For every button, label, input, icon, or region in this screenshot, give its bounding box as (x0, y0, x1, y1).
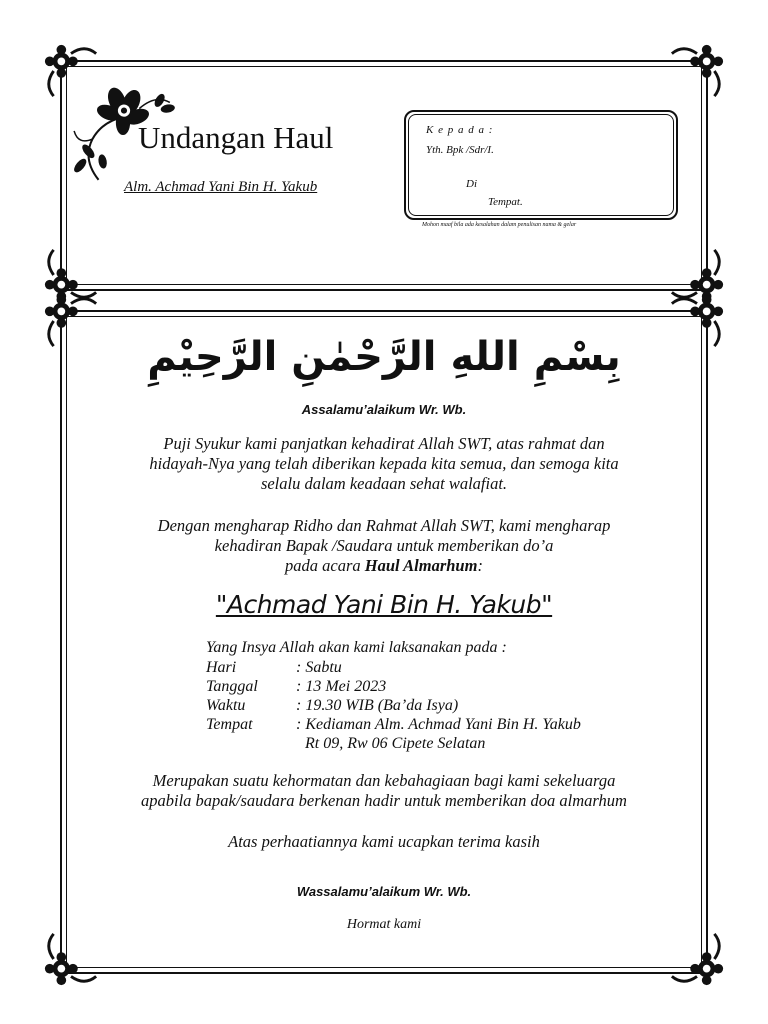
deceased-name-subtitle: Alm. Achmad Yani Bin H. Yakub (124, 179, 318, 195)
paragraph-line: hidayah-Nya yang telah diberikan kepada kita semua, dan semoga kita (149, 454, 619, 473)
event-name: Haul Almarhum (364, 556, 478, 575)
recipient-label: K e p a d a : (426, 124, 494, 136)
paragraph-line: pada acara Haul Almarhum: (285, 556, 483, 575)
recipient-place: Tempat. (488, 196, 523, 208)
corner-ornament-icon (668, 930, 726, 988)
schedule-row: Rt 09, Rw 06 Cipete Selatan (305, 735, 486, 752)
schedule-row: Hari : Sabtu (206, 659, 342, 676)
closing-greeting: Wassalamu’alaikum Wr. Wb. (296, 884, 472, 899)
paragraph-invitation (0, 516, 768, 576)
invitation-title: Undangan Haul (138, 120, 334, 155)
bismillah-calligraphy: بِسْمِ اللهِ الرَّحْمٰنِ الرَّحِيْمِ (147, 334, 621, 380)
schedule-row: Tanggal : 13 Mei 2023 (206, 678, 387, 695)
schedule-table (206, 658, 581, 753)
recipient-address-box (404, 110, 678, 220)
thanks-line: Atas perhaatiannya kami ucapkan terima kasih (228, 832, 540, 851)
corner-ornament-icon (668, 42, 726, 100)
deceased-name-heading: "Achmad Yani Bin H. Yakub" (215, 590, 553, 619)
paragraph-line: selalu dalam keadaan sehat walafiat. (260, 474, 508, 493)
schedule-row: Tempat : Kediaman Alm. Achmad Yani Bin H. Yakub (206, 716, 581, 733)
recipient-di: Di (466, 178, 477, 190)
paragraph-gratitude (0, 434, 768, 494)
signature-line: Hormat kami (346, 917, 422, 932)
apology-note: Mohon maaf bila ada kesalahan dalam penulisan nama & gelar (422, 222, 577, 228)
paragraph-line: Puji Syukur kami panjatkan kehadirat Allah SWT, atas rahmat dan (163, 434, 605, 453)
paragraph-line: Dengan mengharap Ridho dan Rahmat Allah SWT, kami mengharap (157, 516, 611, 535)
paragraph-line: apabila bapak/saudara berkenan hadir untuk memberikan doa almarhum (141, 791, 627, 810)
paragraph-honor (0, 771, 768, 811)
paragraph-line: kehadiran Bapak /Saudara untuk memberikan do’a (214, 536, 554, 555)
schedule-intro: Yang Insya Allah akan kami laksanakan pada : (206, 639, 507, 656)
schedule-row: Waktu : 19.30 WIB (Ba’da Isya) (206, 697, 459, 714)
recipient-salutation: Yth. Bpk /Sdr/I. (426, 144, 494, 156)
paragraph-line: Merupakan suatu kehormatan dan kebahagiaan bagi kami sekeluarga (152, 771, 616, 790)
corner-ornament-icon (42, 930, 100, 988)
opening-greeting: Assalamu’alaikum Wr. Wb. (301, 402, 467, 417)
